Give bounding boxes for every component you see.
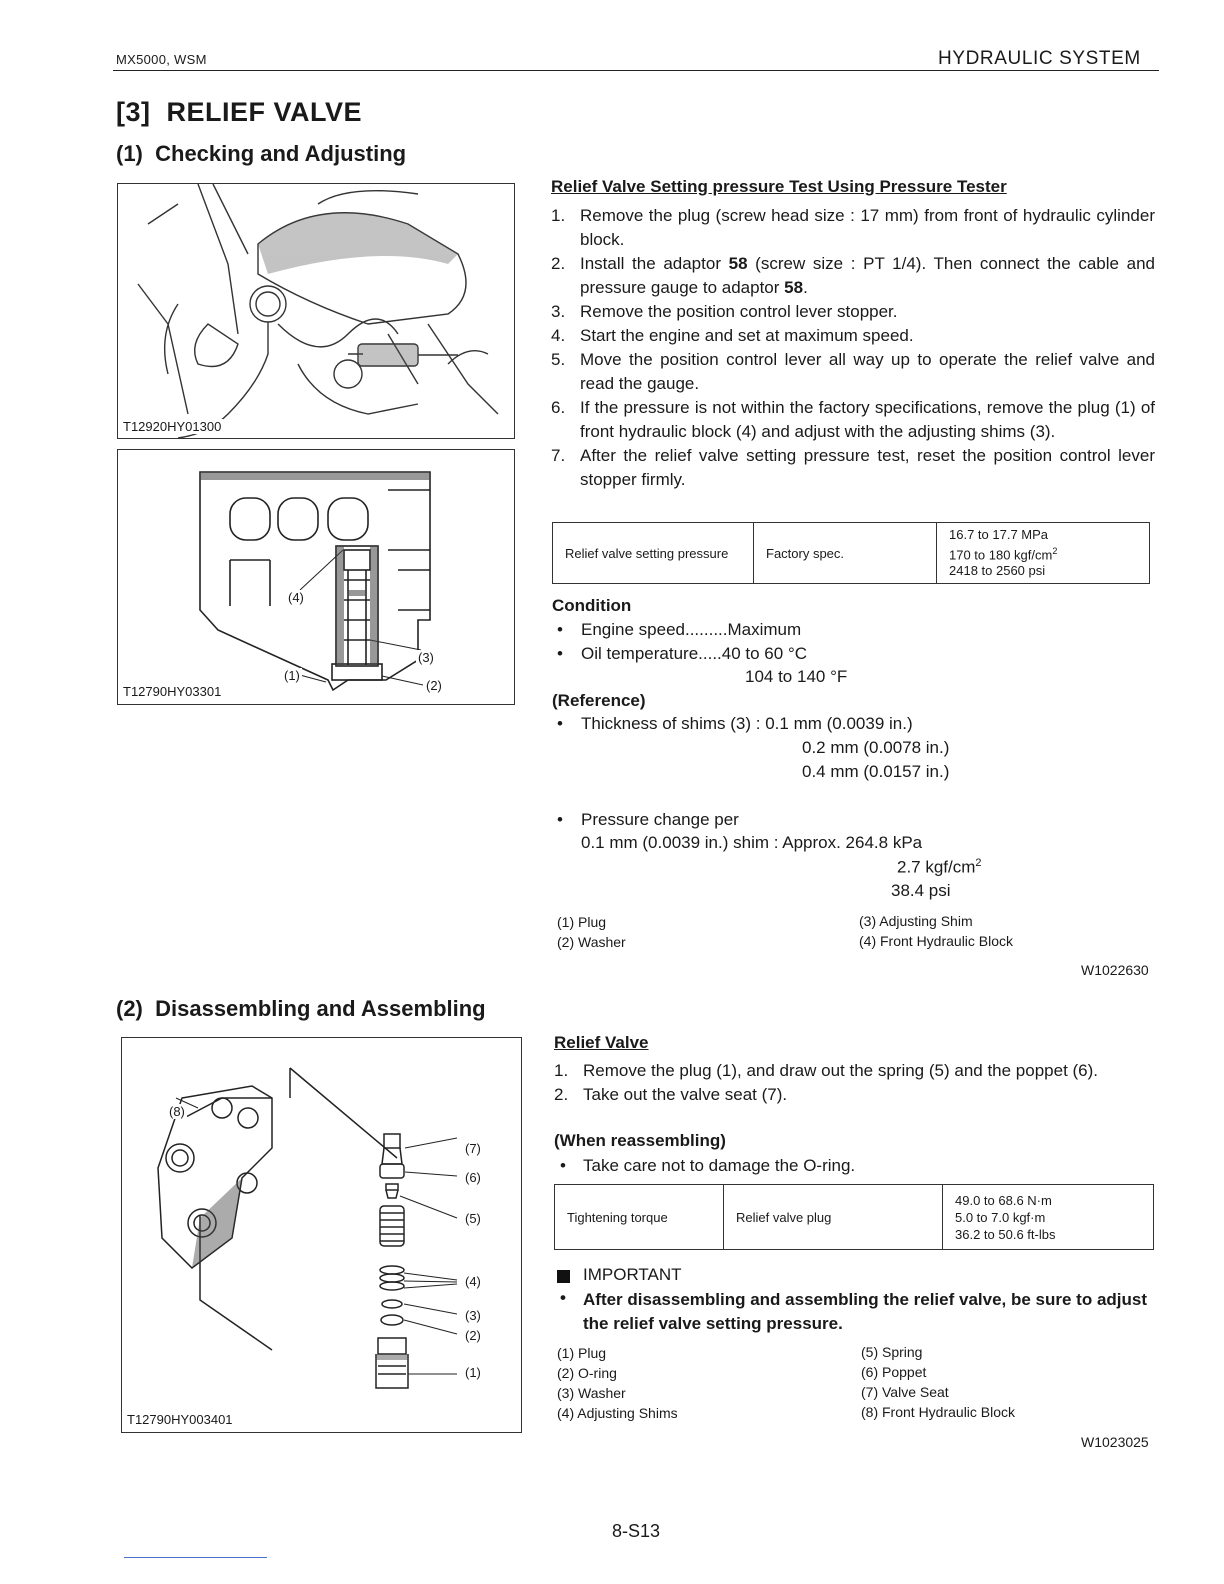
legend-item: (2) Washer [557, 934, 626, 950]
legend-item: (1) Plug [557, 914, 607, 930]
reference-code: W1023025 [1081, 1434, 1149, 1450]
subsection-checking-title: (1) Checking and Adjusting [116, 141, 407, 166]
pressure-tester-illustration [118, 184, 514, 438]
torque-type-cell: Relief valve plug [724, 1185, 943, 1250]
table-row [553, 523, 1150, 584]
condition-title: Condition [552, 596, 632, 615]
exploded-view-figure [121, 1037, 522, 1433]
legend-item: (7) Valve Seat [861, 1384, 949, 1400]
bullet-icon: • [560, 1288, 566, 1307]
block-label-3: (3) [418, 650, 434, 665]
reference-pressure-change-psi: 38.4 psi [891, 881, 951, 900]
exploded-label-3: (3) [465, 1308, 481, 1323]
test-step [551, 324, 1155, 348]
reference-title: (Reference) [552, 691, 646, 710]
legend-item: (3) Washer [557, 1385, 626, 1401]
section-title: [3] RELIEF VALVE [116, 97, 363, 127]
header-section: HYDRAULIC SYSTEM [938, 48, 1141, 69]
table-row [555, 1185, 1154, 1250]
step-number: 2. [551, 254, 566, 273]
block-label-1: (1) [284, 668, 300, 683]
torque-item-cell: Tightening torque [555, 1185, 724, 1250]
test-step [551, 396, 1155, 444]
step-text: Remove the plug (screw head size : 17 mm) from front of hydraulic cylinder block. [580, 206, 1155, 249]
step-text: After the relief valve setting pressure test, reset the position control lever stopper firmly. [580, 446, 1155, 489]
exploded-label-4: (4) [465, 1274, 481, 1289]
test-step [551, 300, 1155, 324]
condition-oil-temperature: Oil temperature.....40 to 60 °C [581, 644, 808, 663]
footer-rule [124, 1557, 267, 1558]
test-step [551, 444, 1155, 492]
legend-item: (6) Poppet [861, 1364, 927, 1380]
pressure-tester-photo [117, 183, 515, 439]
header-rule [113, 70, 1159, 71]
reference-shim-thickness: Thickness of shims (3) : 0.1 mm (0.0039 in.) [581, 714, 913, 733]
step-text: Move the position control lever all way up to operate the relief valve and read the gauge. [580, 350, 1155, 393]
step-text: If the pressure is not within the factory specifications, remove the plug (1) of front hydraulic block (4) and adjust with the adjusting shims (3). [580, 398, 1155, 441]
disassembly-step [554, 1083, 1159, 1107]
test-procedure-title: Relief Valve Setting pressure Test Using Pressure Tester [551, 177, 1007, 196]
bullet-icon: • [557, 620, 563, 639]
legend-item: (4) Adjusting Shims [557, 1405, 678, 1421]
step-text: Remove the plug (1), and draw out the spring (5) and the poppet (6). [583, 1061, 1099, 1080]
header-model: MX5000, WSM [116, 52, 207, 67]
exploded-label-1: (1) [465, 1365, 481, 1380]
test-step [551, 348, 1155, 396]
block-label-2: (2) [426, 678, 442, 693]
relief-valve-title: Relief Valve [554, 1033, 649, 1052]
reference-code: W1022630 [1081, 962, 1149, 978]
step-number: 7. [551, 446, 566, 465]
hydraulic-block-section-figure [117, 449, 515, 705]
exploded-label-2: (2) [465, 1328, 481, 1343]
step-number: 4. [551, 326, 566, 345]
exploded-label-6: (6) [465, 1170, 481, 1185]
reference-pressure-change: Pressure change per [581, 810, 739, 829]
reassembling-note: Take care not to damage the O-ring. [583, 1156, 856, 1175]
test-step [551, 252, 1155, 300]
reference-shim-thickness-2: 0.2 mm (0.0078 in.) [802, 738, 950, 757]
exploded-label-7: (7) [465, 1141, 481, 1156]
legend-item: (4) Front Hydraulic Block [859, 933, 1014, 949]
step-text: Install the adaptor 58 (screw size : PT 1/4). Then connect the cable and pressure gauge to adaptor 58. [580, 254, 1155, 297]
important-title: IMPORTANT [583, 1265, 682, 1284]
bullet-icon: • [557, 714, 563, 733]
legend-item: (8) Front Hydraulic Block [861, 1404, 1016, 1420]
bullet-icon: • [557, 810, 563, 829]
exploded-view-drawing [122, 1038, 521, 1432]
photo-figure-code: T12920HY01300 [123, 419, 222, 434]
important-square-icon [557, 1270, 570, 1283]
legend-item: (2) O-ring [557, 1365, 617, 1381]
torque-value-cell: 49.0 to 68.6 N·m 5.0 to 7.0 kgf·m 36.2 to 50.6 ft-lbs [943, 1185, 1154, 1250]
reference-shim-thickness-3: 0.4 mm (0.0157 in.) [802, 762, 950, 781]
step-text: Remove the position control lever stopper. [580, 302, 898, 321]
step-number: 1. [554, 1061, 569, 1080]
disassembly-step [554, 1059, 1159, 1083]
legend-item: (5) Spring [861, 1344, 923, 1360]
block-label-4: (4) [288, 590, 304, 605]
legend-item: (3) Adjusting Shim [859, 913, 973, 929]
subsection-disassembly-title: (2) Disassembling and Assembling [116, 996, 486, 1021]
test-step [551, 204, 1155, 252]
bullet-icon: • [560, 1156, 566, 1175]
step-number: 6. [551, 398, 566, 417]
exploded-figure-code: T12790HY003401 [127, 1412, 233, 1427]
condition-oil-temperature-f: 104 to 140 °F [745, 667, 848, 686]
step-text: Take out the valve seat (7). [583, 1085, 788, 1104]
step-number: 5. [551, 350, 566, 369]
disassembly-step-list [554, 1059, 1159, 1107]
torque-table [554, 1184, 1154, 1250]
bullet-icon: • [557, 644, 563, 663]
step-number: 3. [551, 302, 566, 321]
legend-item: (1) Plug [557, 1345, 607, 1361]
hydraulic-block-drawing [118, 450, 514, 704]
spec-type-cell: Factory spec. [754, 523, 937, 584]
step-number: 2. [554, 1085, 569, 1104]
factory-spec-table [552, 522, 1150, 584]
reference-pressure-change-value: 0.1 mm (0.0039 in.) shim : Approx. 264.8 kPa [581, 833, 923, 852]
exploded-label-5: (5) [465, 1211, 481, 1226]
spec-item-cell: Relief valve setting pressure [553, 523, 754, 584]
exploded-label-8: (8) [169, 1104, 185, 1119]
block-figure-code: T12790HY03301 [123, 684, 222, 699]
spec-value-cell: 16.7 to 17.7 MPa 170 to 180 kgf/$cm^2$ 2418 to 2560 psi [937, 523, 1150, 584]
reassembling-title: (When reassembling) [554, 1131, 726, 1150]
page-number: 8-S13 [612, 1521, 661, 1541]
condition-engine-speed: Engine speed.........Maximum [581, 620, 802, 639]
important-text: After disassembling and assembling the relief valve, be sure to adjust the relief valve setting pressure. [583, 1290, 1148, 1333]
reference-pressure-change-kgf: 2.7 kgf/$cm^2$ [897, 857, 982, 877]
step-number: 1. [551, 206, 566, 225]
test-step-list [551, 204, 1155, 492]
step-text: Start the engine and set at maximum speed. [580, 326, 914, 345]
